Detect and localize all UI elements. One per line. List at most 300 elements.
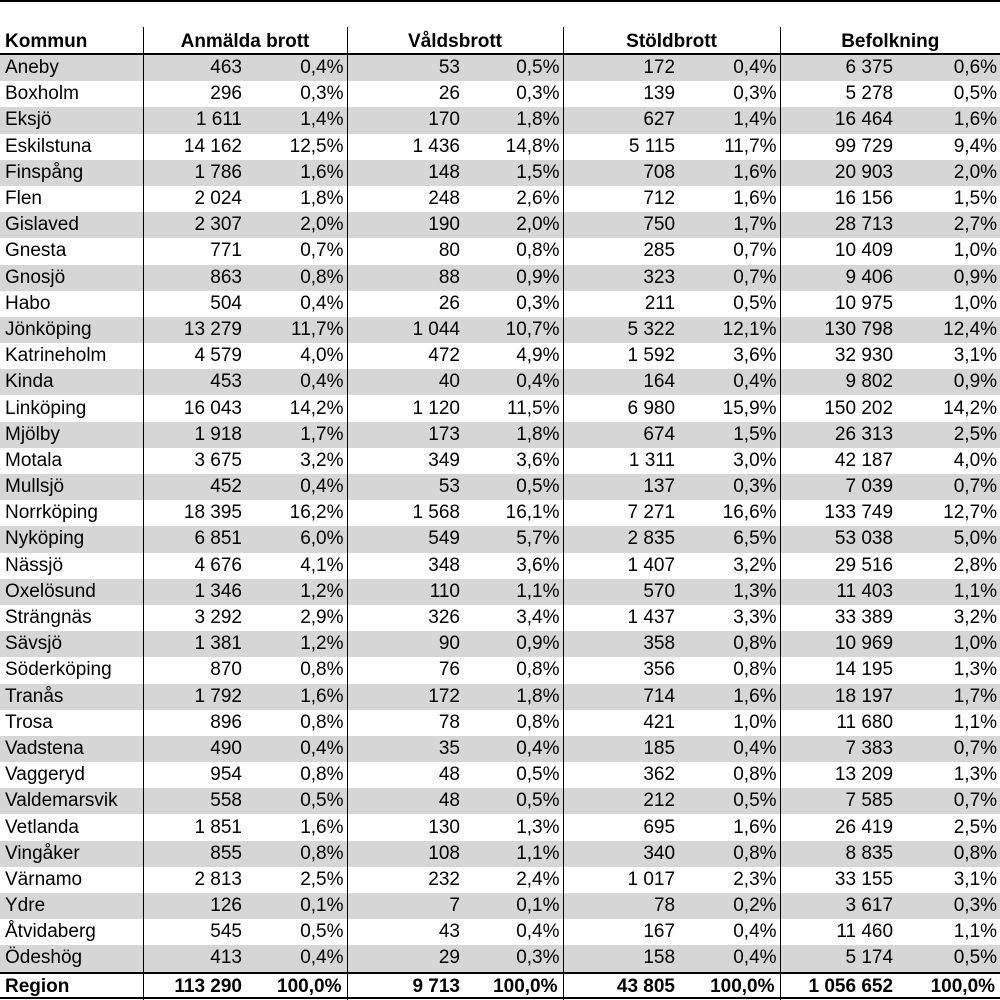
anmalda-count: 2 813: [143, 867, 247, 893]
valds-pct: 2,0%: [465, 212, 563, 238]
stold-count: 695: [563, 814, 680, 840]
stold-pct: 6,5%: [680, 526, 780, 552]
befolkning-pct: 2,7%: [898, 212, 1000, 238]
stold-pct: 1,7%: [680, 212, 780, 238]
stold-pct: 3,0%: [733, 449, 777, 471]
stold-count: 1 592: [563, 343, 680, 369]
valds-count: 26: [347, 81, 465, 107]
befolkning-count: 7 585: [780, 788, 898, 814]
valds-count: 80: [347, 238, 465, 264]
stold-count: 164: [563, 369, 680, 395]
stold-pct: 0,8%: [733, 764, 777, 786]
befolkning-count: 10 969: [780, 631, 898, 657]
befolkning-pct: 1,0%: [953, 240, 998, 262]
befolkning-count: 10 975: [780, 291, 898, 317]
befolkning-pct: 2,5%: [953, 816, 998, 838]
stold-count: 285: [563, 238, 680, 264]
header-anmalda-brott: Anmälda brott: [143, 27, 347, 54]
befolkning-count: 150 202: [780, 395, 898, 421]
valds-count: 348: [347, 553, 465, 579]
kommun-cell: Gnesta: [5, 240, 67, 262]
table-row: [0, 736, 1000, 762]
valds-count: 76: [347, 657, 465, 683]
stold-count: 421: [563, 710, 680, 736]
befolkning-pct: 0,7%: [898, 736, 1000, 762]
befolkning-pct: 1,1%: [898, 579, 1000, 605]
kommun-cell: Boxholm: [5, 83, 79, 105]
anmalda-count: 2 024: [143, 186, 247, 212]
befolkning-count: 5 278: [780, 81, 898, 107]
table-row: [0, 867, 1000, 893]
valds-count: 173: [347, 422, 465, 448]
valds-count: 53: [347, 54, 465, 81]
kommun-cell: Nyköping: [0, 526, 143, 552]
kommun-cell: Valdemarsvik: [0, 788, 143, 814]
befolkning-count: 7 383: [780, 736, 898, 762]
stold-pct: 1,4%: [680, 107, 780, 133]
stold-count: 167: [563, 919, 680, 945]
befolkning-pct: 1,0%: [953, 292, 998, 314]
befolkning-pct: 1,1%: [953, 711, 998, 733]
header-befolkning: Befolkning: [780, 27, 1000, 54]
table-row: [0, 684, 1000, 710]
anmalda-count: 558: [143, 788, 247, 814]
table-row: [0, 841, 1000, 867]
befolkning-pct: 0,9%: [898, 369, 1000, 395]
kommun-cell: Gislaved: [0, 212, 143, 238]
valds-pct: 0,8%: [516, 711, 560, 733]
kommun-cell: Kinda: [0, 369, 143, 395]
anmalda-count: 1 792: [143, 684, 247, 710]
anmalda-count: 2 307: [143, 212, 247, 238]
befolkning-count: 16 156: [780, 186, 898, 212]
stold-pct: 0,8%: [733, 659, 777, 681]
anmalda-count: 18 395: [143, 500, 247, 526]
valds-pct: 0,4%: [516, 921, 560, 943]
stold-count: 750: [563, 212, 680, 238]
stold-count: 358: [563, 631, 680, 657]
kommun-cell: Jönköping: [0, 317, 143, 343]
stold-pct: 3,2%: [733, 554, 777, 576]
anmalda-pct: 0,5%: [300, 921, 344, 943]
valds-pct: 1,8%: [465, 422, 563, 448]
anmalda-count: 870: [143, 657, 247, 683]
kommun-cell: Motala: [5, 449, 63, 471]
valds-pct: 0,5%: [465, 788, 563, 814]
kommun-cell: Strängnäs: [5, 607, 92, 629]
table-row: [0, 81, 1000, 107]
anmalda-count: 863: [143, 265, 247, 291]
kommun-cell: Eksjö: [0, 107, 143, 133]
kommun-cell: Mjölby: [0, 422, 143, 448]
befolkning-pct: 9,4%: [953, 135, 998, 157]
stold-pct: 1,6%: [733, 188, 777, 210]
valds-pct: 100,0%: [465, 973, 563, 1000]
stold-pct: 0,4%: [680, 736, 780, 762]
befolkning-count: 14 195: [780, 657, 898, 683]
anmalda-count: 1 918: [143, 422, 247, 448]
befolkning-pct: 1,3%: [953, 659, 998, 681]
stold-count: 340: [563, 841, 680, 867]
kommun-cell: Trosa: [5, 711, 53, 733]
befolkning-pct: 0,9%: [898, 265, 1000, 291]
valds-pct: 4,9%: [516, 345, 560, 367]
table-row: [0, 238, 1000, 264]
kommun-cell: Gnosjö: [0, 265, 143, 291]
stold-count: 1 311: [563, 448, 680, 474]
anmalda-pct: 0,5%: [247, 788, 347, 814]
anmalda-count: 1 346: [143, 579, 247, 605]
table-row: [0, 369, 1000, 395]
kommun-cell: Åtvidaberg: [5, 921, 96, 943]
valds-pct: 2,6%: [516, 188, 560, 210]
befolkning-pct: 0,5%: [898, 945, 1000, 972]
stold-pct: 0,7%: [733, 240, 777, 262]
anmalda-pct: 4,1%: [300, 554, 344, 576]
befolkning-count: 42 187: [780, 448, 898, 474]
table-row: [0, 343, 1000, 369]
valds-pct: 11,5%: [507, 397, 560, 419]
valds-count: 29: [347, 945, 465, 972]
valds-pct: 0,3%: [465, 945, 563, 972]
valds-count: 148: [347, 160, 465, 186]
table-row: [0, 160, 1000, 186]
table-row: [0, 500, 1000, 526]
valds-count: 472: [347, 343, 465, 369]
kommun-cell: Eskilstuna: [5, 135, 92, 157]
anmalda-count: 413: [143, 945, 247, 972]
befolkning-pct: 0,7%: [898, 788, 1000, 814]
anmalda-pct: 0,8%: [300, 764, 344, 786]
stold-pct: 0,4%: [680, 54, 780, 81]
valds-count: 130: [347, 814, 465, 840]
befolkning-pct: 0,6%: [898, 54, 1000, 81]
anmalda-count: 453: [143, 369, 247, 395]
anmalda-count: 771: [143, 238, 247, 264]
kommun-cell: Linköping: [5, 397, 87, 419]
befolkning-count: 33 155: [780, 867, 898, 893]
valds-pct: 0,9%: [465, 631, 563, 657]
stold-pct: 0,4%: [680, 945, 780, 972]
stold-count: 139: [563, 81, 680, 107]
anmalda-pct: 14,2%: [289, 397, 344, 419]
anmalda-count: 1 611: [143, 107, 247, 133]
anmalda-count: 16 043: [143, 395, 247, 421]
stold-count: 172: [563, 54, 680, 81]
kommun-cell: Flen: [5, 188, 42, 210]
table-row: [0, 474, 1000, 500]
valds-count: 1 568: [347, 500, 465, 526]
table-row: [0, 553, 1000, 579]
valds-pct: 1,3%: [516, 816, 560, 838]
befolkning-pct: 0,7%: [898, 474, 1000, 500]
table-row: [0, 579, 1000, 605]
valds-count: 48: [347, 788, 465, 814]
kommun-cell: Söderköping: [5, 659, 112, 681]
anmalda-pct: 3,2%: [300, 449, 344, 471]
valds-pct: 1,8%: [465, 684, 563, 710]
befolkning-count: 28 713: [780, 212, 898, 238]
kommun-cell: Värnamo: [5, 868, 83, 890]
anmalda-pct: 0,4%: [247, 369, 347, 395]
befolkning-pct: 1,5%: [953, 188, 998, 210]
stold-count: 212: [563, 788, 680, 814]
anmalda-count: 490: [143, 736, 247, 762]
valds-count: 172: [347, 684, 465, 710]
valds-count: 108: [347, 841, 465, 867]
anmalda-count: 954: [143, 762, 247, 788]
anmalda-pct: 0,3%: [300, 83, 344, 105]
anmalda-pct: 100,0%: [247, 973, 347, 1000]
anmalda-pct: 12,5%: [289, 135, 344, 157]
anmalda-count: 463: [143, 54, 247, 81]
valds-pct: 16,1%: [505, 502, 560, 524]
stold-count: 570: [563, 579, 680, 605]
stold-pct: 11,7%: [724, 135, 777, 157]
valds-pct: 14,8%: [505, 135, 560, 157]
valds-count: 78: [347, 710, 465, 736]
anmalda-count: 504: [143, 291, 247, 317]
kommun-cell: Aneby: [0, 54, 143, 81]
valds-count: 549: [347, 526, 465, 552]
kommun-cell: Tranås: [0, 684, 143, 710]
valds-count: 1 044: [347, 317, 465, 343]
table-row: [0, 54, 1000, 81]
befolkning-pct: 1,0%: [898, 631, 1000, 657]
stold-count: 712: [563, 186, 680, 212]
stold-count: 627: [563, 107, 680, 133]
valds-count: 1 436: [347, 134, 465, 160]
header-valdsbrott: Våldsbrott: [347, 27, 563, 54]
table-row: [0, 814, 1000, 840]
valds-count: 232: [347, 867, 465, 893]
anmalda-pct: 1,6%: [247, 160, 347, 186]
kommun-cell: Vadstena: [0, 736, 143, 762]
stold-pct: 16,6%: [722, 502, 777, 524]
anmalda-count: 3 292: [143, 605, 247, 631]
befolkning-count: 11 403: [780, 579, 898, 605]
valds-pct: 0,1%: [465, 893, 563, 919]
anmalda-count: 896: [143, 710, 247, 736]
kommun-cell: Vetlanda: [5, 816, 79, 838]
anmalda-pct: 0,7%: [300, 240, 344, 262]
stold-pct: 0,4%: [733, 921, 777, 943]
stold-count: 323: [563, 265, 680, 291]
befolkning-pct: 0,8%: [898, 841, 1000, 867]
anmalda-pct: 1,2%: [247, 579, 347, 605]
befolkning-pct: 2,5%: [898, 422, 1000, 448]
anmalda-count: 855: [143, 841, 247, 867]
table-row: [0, 186, 1000, 212]
stold-pct: 0,5%: [733, 292, 777, 314]
table-row: [0, 212, 1000, 238]
befolkning-pct: 3,1%: [953, 868, 998, 890]
anmalda-pct: 0,1%: [247, 893, 347, 919]
table-row: [0, 395, 1000, 421]
table-row: [0, 631, 1000, 657]
kommun-cell: Norrköping: [5, 502, 98, 524]
anmalda-pct: 11,7%: [247, 317, 347, 343]
valds-pct: 0,8%: [516, 240, 560, 262]
table-row: [0, 317, 1000, 343]
kommun-cell: Katrineholm: [5, 345, 107, 367]
valds-pct: 1,5%: [465, 160, 563, 186]
befolkning-pct: 0,3%: [898, 893, 1000, 919]
valds-count: 40: [347, 369, 465, 395]
table-row: [0, 526, 1000, 552]
anmalda-pct: 16,2%: [289, 502, 344, 524]
befolkning-pct: 5,0%: [898, 526, 1000, 552]
valds-pct: 1,1%: [465, 579, 563, 605]
stold-count: 6 980: [563, 395, 680, 421]
befolkning-count: 16 464: [780, 107, 898, 133]
stold-pct: 0,3%: [680, 474, 780, 500]
befolkning-pct: 12,4%: [898, 317, 1000, 343]
stold-count: 185: [563, 736, 680, 762]
kommun-cell: Mullsjö: [0, 474, 143, 500]
befolkning-pct: 1,7%: [898, 684, 1000, 710]
kommun-cell: Vaggeryd: [5, 764, 85, 786]
valds-pct: 0,3%: [516, 292, 560, 314]
kommun-cell: Region: [0, 973, 143, 1000]
befolkning-count: 1 056 652: [780, 973, 898, 1000]
anmalda-pct: 1,6%: [300, 816, 344, 838]
stold-pct: 0,3%: [733, 83, 777, 105]
stold-pct: 0,4%: [680, 369, 780, 395]
valds-count: 1 120: [347, 395, 465, 421]
top-rule: [0, 0, 1000, 2]
anmalda-pct: 1,8%: [300, 188, 344, 210]
valds-count: 349: [347, 448, 465, 474]
total-row: [0, 973, 1000, 1000]
befolkning-count: 8 835: [780, 841, 898, 867]
valds-pct: 3,4%: [516, 607, 560, 629]
befolkning-count: 10 409: [780, 238, 898, 264]
befolkning-count: 5 174: [780, 945, 898, 972]
befolkning-pct: 2,0%: [898, 160, 1000, 186]
stold-pct: 0,5%: [680, 788, 780, 814]
befolkning-count: 6 375: [780, 54, 898, 81]
anmalda-pct: 0,8%: [247, 841, 347, 867]
table-row: [0, 134, 1000, 160]
befolkning-pct: 0,5%: [953, 83, 998, 105]
anmalda-pct: 1,4%: [247, 107, 347, 133]
befolkning-count: 33 389: [780, 605, 898, 631]
stold-count: 211: [563, 291, 680, 317]
anmalda-count: 4 676: [143, 553, 247, 579]
stold-count: 1 437: [563, 605, 680, 631]
table-row: [0, 893, 1000, 919]
anmalda-count: 4 579: [143, 343, 247, 369]
anmalda-pct: 1,6%: [247, 684, 347, 710]
befolkning-count: 26 419: [780, 814, 898, 840]
anmalda-pct: 2,5%: [300, 868, 344, 890]
table-row: [0, 762, 1000, 788]
valds-pct: 0,8%: [516, 659, 560, 681]
stold-pct: 0,8%: [680, 841, 780, 867]
table-row: [0, 657, 1000, 683]
stold-count: 356: [563, 657, 680, 683]
stold-count: 2 835: [563, 526, 680, 552]
befolkning-count: 18 197: [780, 684, 898, 710]
anmalda-count: 6 851: [143, 526, 247, 552]
anmalda-pct: 4,0%: [300, 345, 344, 367]
befolkning-pct: 3,2%: [953, 607, 998, 629]
stold-count: 708: [563, 160, 680, 186]
stold-pct: 3,3%: [733, 607, 777, 629]
header-row: [0, 27, 1000, 54]
stold-pct: 1,0%: [733, 711, 777, 733]
stold-pct: 0,2%: [680, 893, 780, 919]
befolkning-pct: 4,0%: [953, 449, 998, 471]
anmalda-count: 14 162: [143, 134, 247, 160]
stold-pct: 0,7%: [680, 265, 780, 291]
valds-pct: 0,5%: [465, 474, 563, 500]
crime-statistics-table: [0, 27, 1000, 1000]
valds-count: 26: [347, 291, 465, 317]
stold-count: 674: [563, 422, 680, 448]
befolkning-count: 130 798: [780, 317, 898, 343]
stold-pct: 15,9%: [722, 397, 777, 419]
valds-count: 48: [347, 762, 465, 788]
stold-pct: 2,3%: [733, 868, 777, 890]
befolkning-pct: 3,1%: [953, 345, 998, 367]
kommun-cell: Habo: [5, 292, 51, 314]
header-kommun: Kommun: [5, 31, 88, 52]
table-row: [0, 422, 1000, 448]
befolkning-pct: 2,8%: [953, 554, 998, 576]
anmalda-count: 545: [143, 919, 247, 945]
befolkning-pct: 1,3%: [953, 764, 998, 786]
kommun-cell: Oxelösund: [0, 579, 143, 605]
befolkning-count: 53 038: [780, 526, 898, 552]
anmalda-pct: 2,9%: [300, 607, 344, 629]
anmalda-pct: 0,8%: [247, 265, 347, 291]
befolkning-count: 29 516: [780, 553, 898, 579]
kommun-cell: Nässjö: [5, 554, 64, 576]
kommun-cell: Finspång: [0, 160, 143, 186]
stold-count: 78: [563, 893, 680, 919]
stold-count: 1 407: [563, 553, 680, 579]
befolkning-pct: 14,2%: [943, 397, 998, 419]
anmalda-pct: 2,0%: [247, 212, 347, 238]
befolkning-count: 99 729: [780, 134, 898, 160]
stold-count: 158: [563, 945, 680, 972]
valds-count: 53: [347, 474, 465, 500]
anmalda-count: 1 786: [143, 160, 247, 186]
anmalda-pct: 0,4%: [300, 292, 344, 314]
stold-pct: 1,3%: [680, 579, 780, 605]
stold-pct: 100,0%: [680, 973, 780, 1000]
valds-count: 190: [347, 212, 465, 238]
valds-count: 88: [347, 265, 465, 291]
valds-count: 9 713: [347, 973, 465, 1000]
valds-pct: 0,5%: [465, 54, 563, 81]
table-row: [0, 919, 1000, 945]
stold-pct: 1,5%: [680, 422, 780, 448]
valds-pct: 2,4%: [516, 868, 560, 890]
stold-count: 1 017: [563, 867, 680, 893]
stold-pct: 1,6%: [680, 684, 780, 710]
befolkning-pct: 1,1%: [953, 921, 998, 943]
table-row: [0, 788, 1000, 814]
valds-pct: 5,7%: [465, 526, 563, 552]
valds-count: 7: [347, 893, 465, 919]
valds-pct: 1,1%: [465, 841, 563, 867]
stold-pct: 0,8%: [680, 631, 780, 657]
valds-pct: 0,4%: [465, 369, 563, 395]
kommun-cell: Ödeshög: [0, 945, 143, 972]
